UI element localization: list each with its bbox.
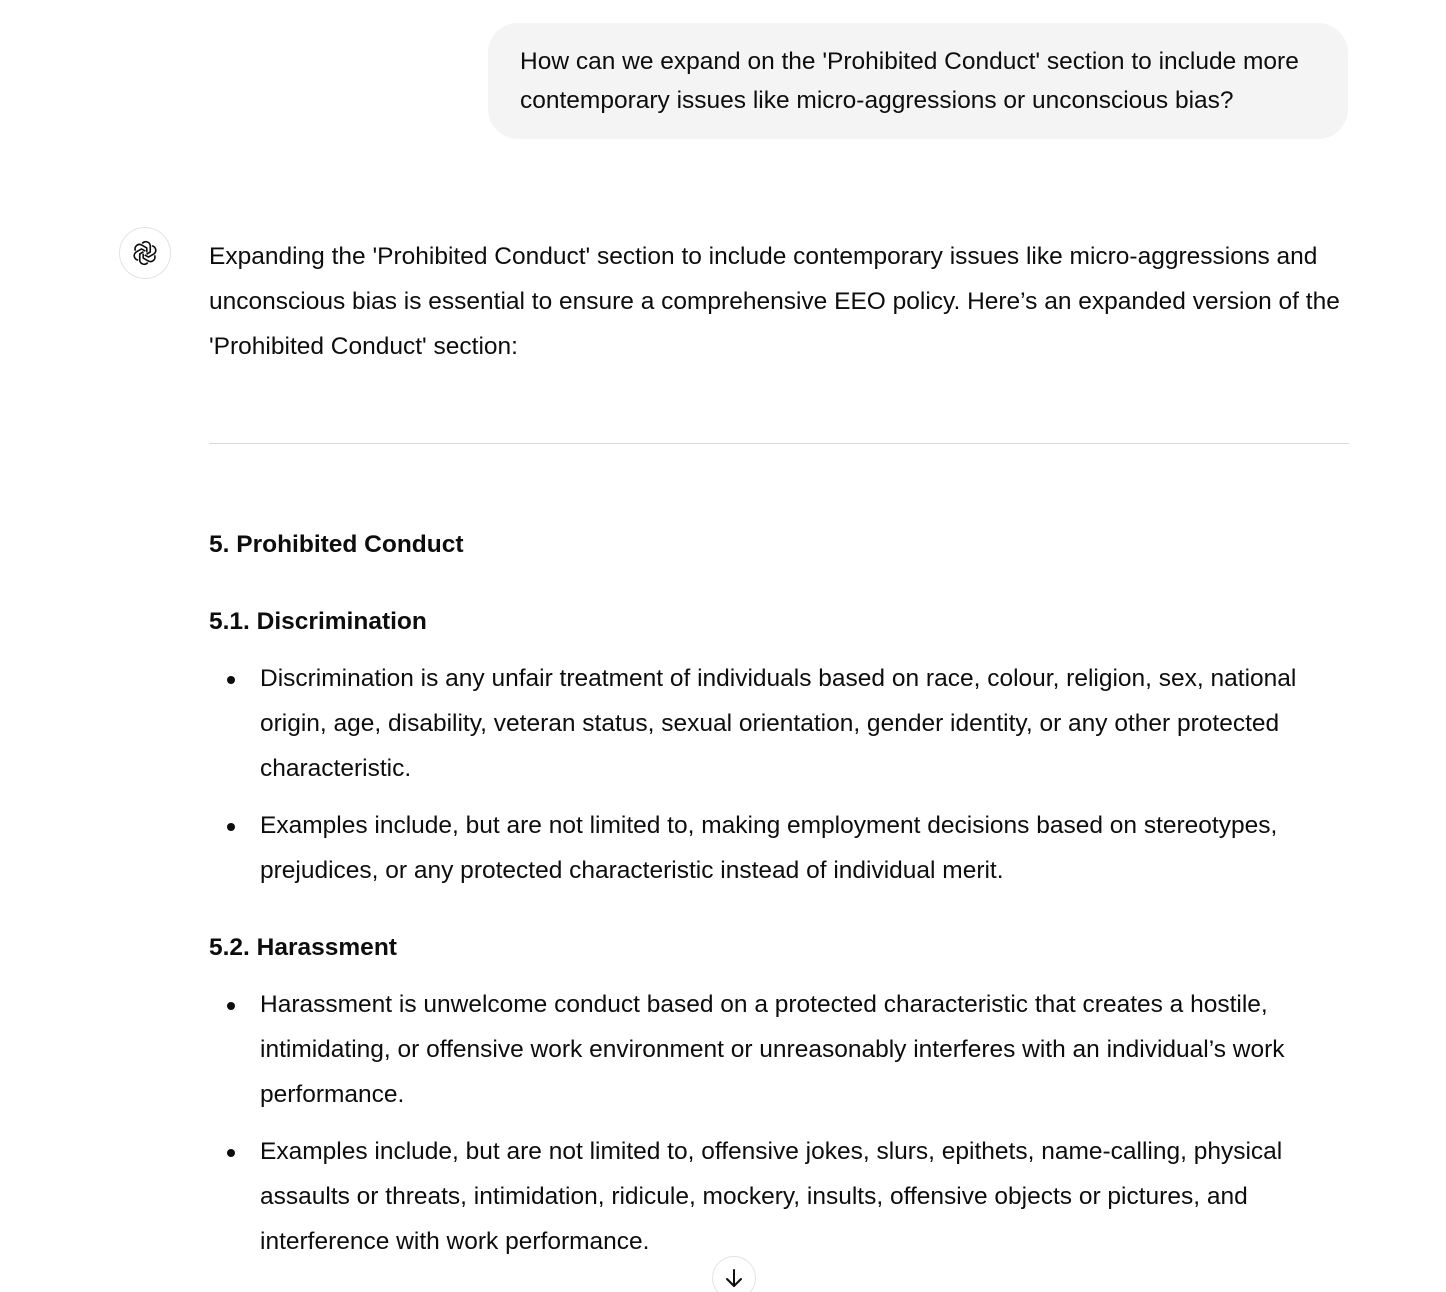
list-item-text: Harassment is unwelcome conduct based on a protected characteristic that creates a hostile, intimidating, or offensive work environment or unreasonably interferes with an individual’s work performance. [260, 991, 1285, 1108]
divider [209, 443, 1349, 444]
discrimination-list [209, 656, 1349, 893]
user-message-bubble [488, 23, 1348, 139]
list-item [209, 656, 1349, 791]
arrow-down-icon [722, 1266, 746, 1290]
subsection-heading-discrimination: 5.1. Discrimination [209, 608, 427, 635]
section-heading: 5. Prohibited Conduct [209, 531, 464, 558]
list-item [209, 1129, 1349, 1264]
bullet-icon [227, 823, 235, 831]
assistant-avatar [119, 227, 171, 279]
list-item [209, 982, 1349, 1117]
bullet-icon [227, 676, 235, 684]
scroll-to-bottom-button[interactable] [712, 1256, 756, 1292]
list-item-text: Discrimination is any unfair treatment of individuals based on race, colour, religion, sex, national origin, age, disability, veteran status, sexual orientation, gender identity, or any other protected characteristic. [260, 665, 1297, 782]
harassment-list [209, 982, 1349, 1264]
user-message-text: How can we expand on the 'Prohibited Conduct' section to include more contemporary issues like micro-aggressions or unconscious bias? [520, 48, 1299, 114]
bullet-icon [227, 1149, 235, 1157]
subsection-heading-harassment: 5.2. Harassment [209, 934, 397, 961]
openai-logo-icon [130, 238, 160, 268]
list-item-text: Examples include, but are not limited to, offensive jokes, slurs, epithets, name-calling, physical assaults or threats, intimidation, ridicule, mockery, insults, offensive objects or pictures, and interference with work performance. [260, 1138, 1283, 1255]
list-item-text: Examples include, but are not limited to, making employment decisions based on stereotypes, prejudices, or any protected characteristic instead of individual merit. [260, 812, 1278, 884]
assistant-intro: Expanding the 'Prohibited Conduct' section to include contemporary issues like micro-aggressions and unconscious bias is essential to ensure a comprehensive EEO policy. Here’s an expanded version of the 'Prohibited Conduct' section: [209, 243, 1340, 360]
list-item [209, 803, 1349, 893]
bullet-icon [227, 1002, 235, 1010]
assistant-message [209, 234, 1349, 1276]
